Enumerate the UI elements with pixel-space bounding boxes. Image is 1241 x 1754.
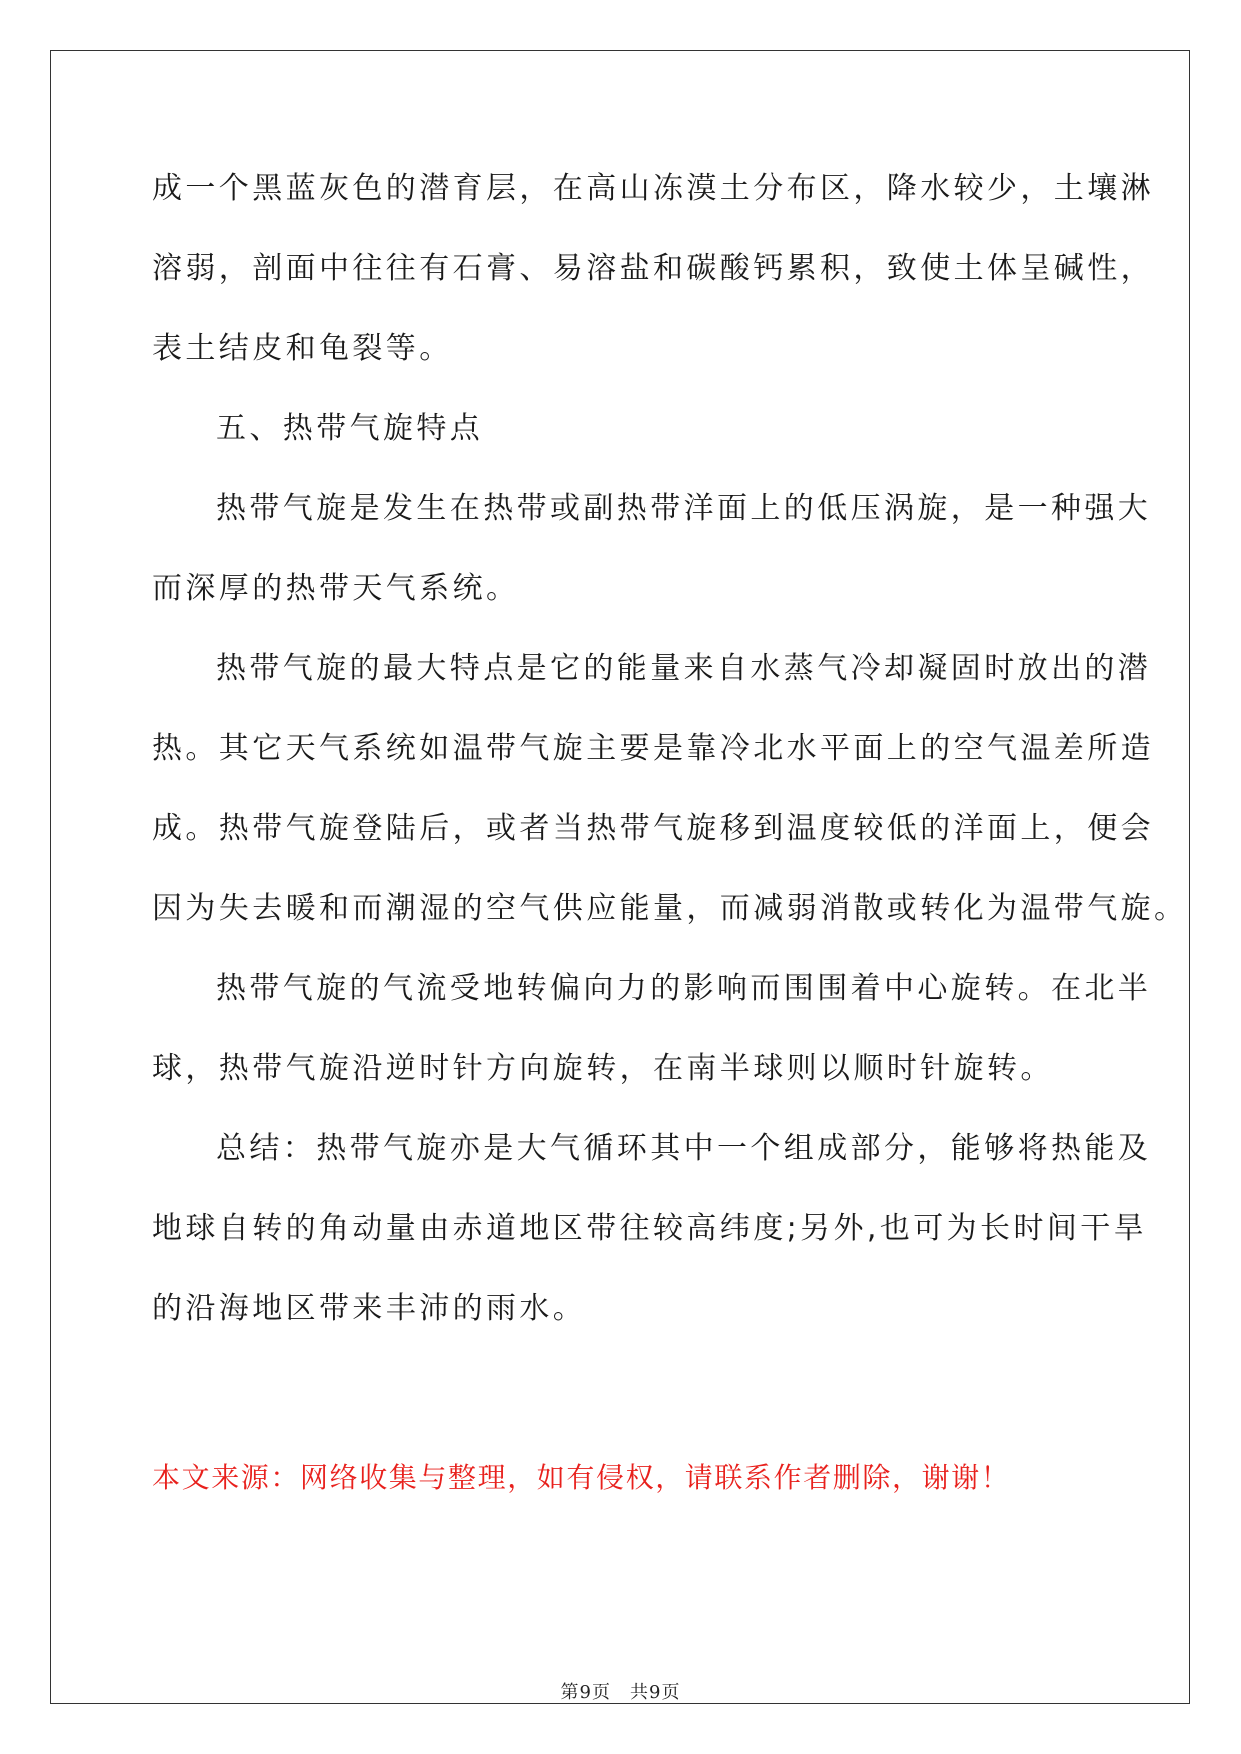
text-line: 球，热带气旋沿逆时针方向旋转，在南半球则以顺时针旋转。 xyxy=(152,1051,1054,1086)
page-number-footer: 第9页 共9页 xyxy=(560,1682,681,1703)
text-line: 的沿海地区带来丰沛的雨水。 xyxy=(152,1291,587,1326)
text-line: 成。热带气旋登陆后，或者当热带气旋移到温度较低的洋面上，便会 xyxy=(152,811,1154,846)
text-line: 表土结皮和龟裂等。 xyxy=(152,331,453,366)
text-line: 地球自转的角动量由赤道地区带往较高纬度;另外,也可为长时间干旱 xyxy=(152,1211,1148,1246)
text-line: 成一个黑蓝灰色的潜育层，在高山冻漠土分布区，降水较少，土壤淋 xyxy=(152,171,1154,206)
text-line: 因为失去暖和而潮湿的空气供应能量，而减弱消散或转化为温带气旋。 xyxy=(152,891,1188,926)
text-line: 而深厚的热带天气系统。 xyxy=(152,571,520,606)
text-line: 热带气旋的最大特点是它的能量来自水蒸气冷却凝固时放出的潜 xyxy=(216,651,1152,686)
text-line: 热。其它天气系统如温带气旋主要是靠冷北水平面上的空气温差所造 xyxy=(152,731,1154,766)
section-heading: 五、热带气旋特点 xyxy=(216,411,484,446)
text-line: 热带气旋的气流受地转偏向力的影响而围围着中心旋转。在北半 xyxy=(216,971,1152,1006)
text-line: 热带气旋是发生在热带或副热带洋面上的低压涡旋，是一种强大 xyxy=(216,491,1152,526)
source-notice: 本文来源：网络收集与整理，如有侵权，请联系作者删除，谢谢！ xyxy=(152,1461,1011,1494)
text-line: 溶弱，剖面中往往有石膏、易溶盐和碳酸钙累积，致使土体呈碱性， xyxy=(152,251,1154,286)
document-body xyxy=(152,160,1188,1360)
text-line: 总结：热带气旋亦是大气循环其中一个组成部分，能够将热能及 xyxy=(216,1131,1152,1166)
